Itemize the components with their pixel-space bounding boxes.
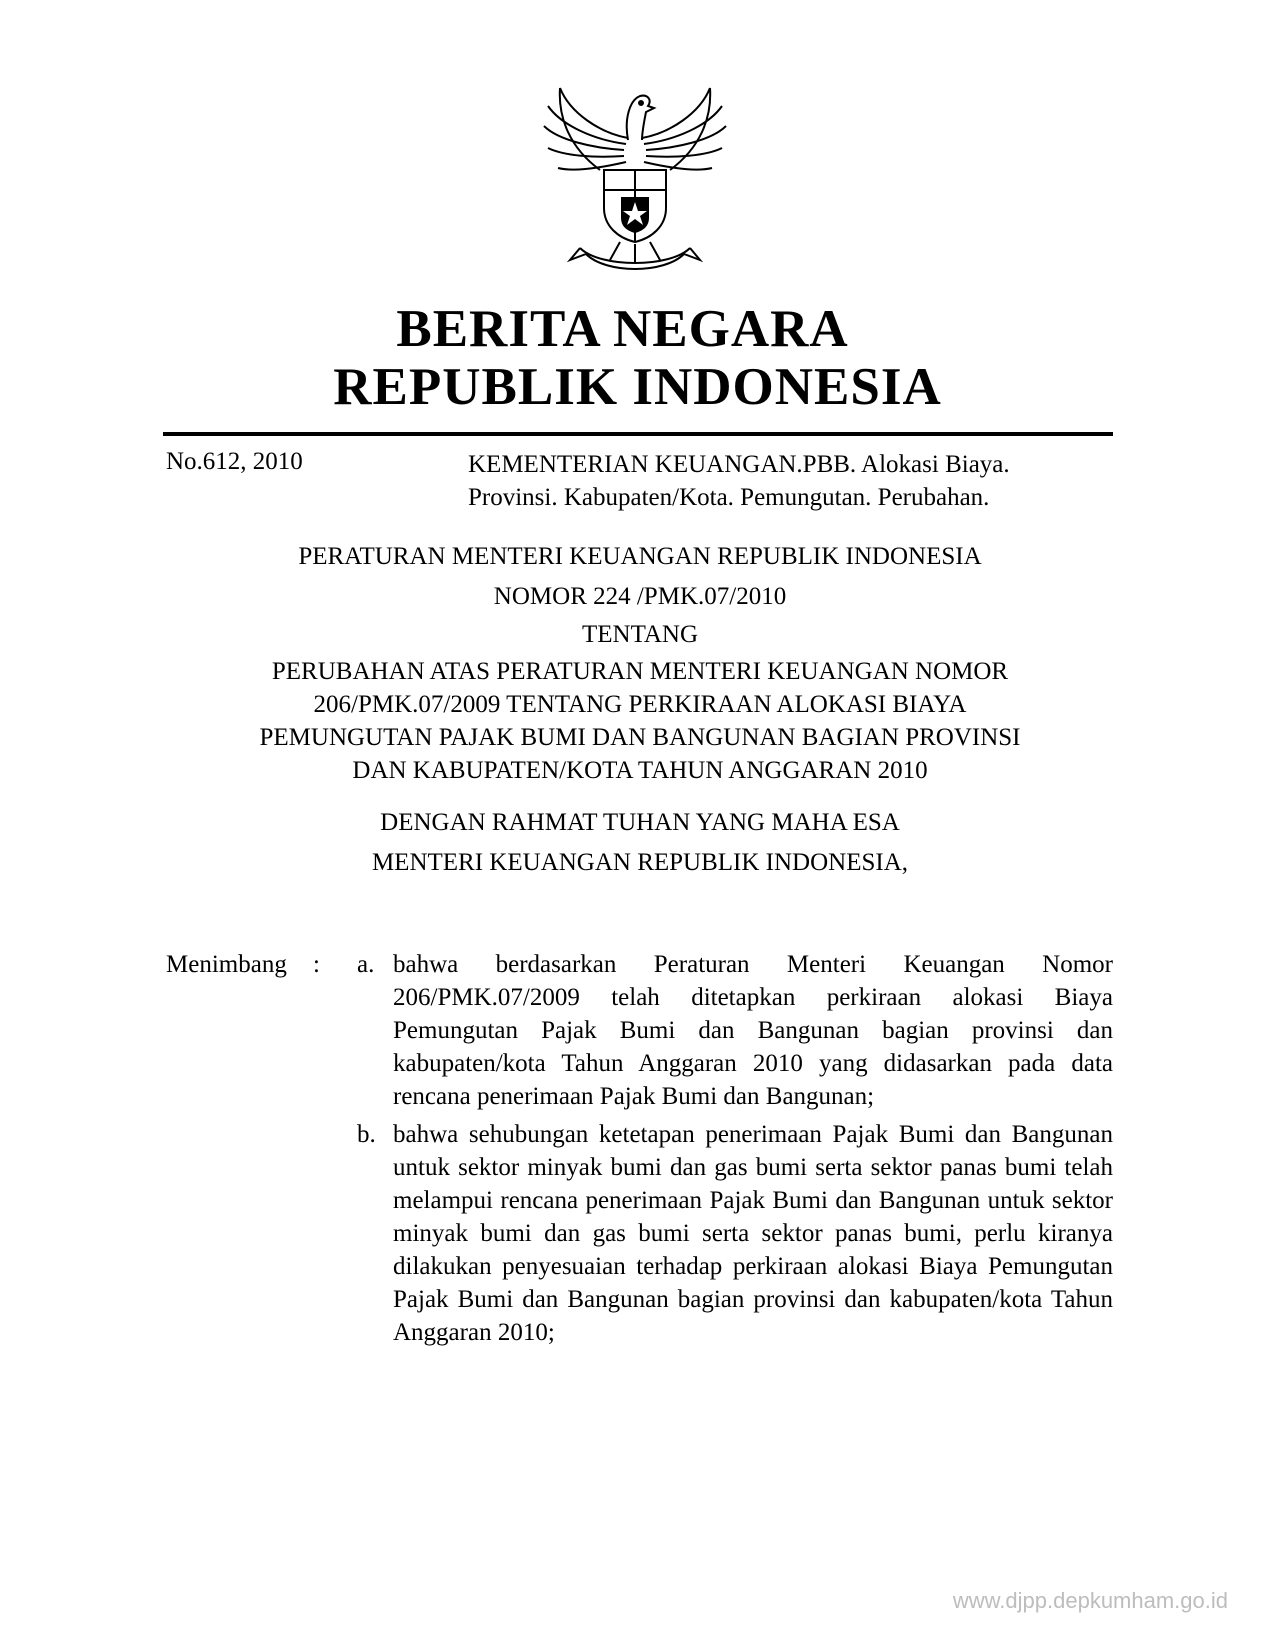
regulation-blessing: DENGAN RAHMAT TUHAN YANG MAHA ESA xyxy=(380,809,900,836)
garuda-emblem-icon xyxy=(540,78,730,278)
gazette-subject-line2: Provinsi. Kabupaten/Kota. Pemungutan. Perubahan. xyxy=(468,484,990,511)
gazette-subject-line1: KEMENTERIAN KEUANGAN.PBB. Alokasi Biaya. xyxy=(468,451,1010,478)
regulation-title: PERATURAN MENTERI KEUANGAN REPUBLIK INDONESIA xyxy=(298,543,982,570)
regulation-number: NOMOR 224 /PMK.07/2010 xyxy=(493,583,787,610)
regulation-about: TENTANG xyxy=(581,621,699,648)
regulation-subject xyxy=(170,655,1110,787)
regulation-subject-line: PERUBAHAN ATAS PERATURAN MENTERI KEUANGAN NOMOR xyxy=(271,658,1009,685)
considering-item-text: bahwa sehubungan ketetapan penerimaan Pajak Bumi dan Bangunan untuk sektor minyak bumi dan gas bumi serta sektor panas bumi telah melampui rencana penerimaan Pajak Bumi dan Bangunan untuk sektor minyak bumi dan gas bumi serta sektor panas bumi, perlu kiranya dilakukan penyesuaian terhadap perkiraan alokasi Biaya Pemungutan Pajak Bumi dan Bangunan bagian provinsi dan kabupaten/kota Tahun Anggaran 2010; xyxy=(393,1121,1113,1346)
gazette-number: No.612, 2010 xyxy=(166,448,303,475)
considering-item-text: bahwa berdasarkan Peraturan Menteri Keuangan Nomor 206/PMK.07/2009 telah ditetapkan perkiraan alokasi Biaya Pemungutan Pajak Bumi dan Bangunan bagian provinsi dan kabupaten/kota Tahun Anggaran 2010 yang didasarkan pada data rencana penerimaan Pajak Bumi dan Bangunan; xyxy=(393,951,1113,1110)
masthead-divider xyxy=(163,432,1113,436)
masthead xyxy=(0,300,1275,416)
considering-label: Menimbang xyxy=(166,951,287,978)
regulation-subject-line: 206/PMK.07/2009 TENTANG PERKIRAAN ALOKASI BIAYA xyxy=(313,691,967,718)
regulation-subject-line: DAN KABUPATEN/KOTA TAHUN ANGGARAN 2010 xyxy=(352,757,928,784)
masthead-title-line2: REPUBLIK INDONESIA xyxy=(333,358,942,416)
considering-item-marker: a. xyxy=(357,951,375,978)
considering-colon: : xyxy=(313,951,320,978)
considering-item-marker: b. xyxy=(357,1121,376,1148)
regulation-authority: MENTERI KEUANGAN REPUBLIK INDONESIA, xyxy=(371,849,909,876)
masthead-title-line1: BERITA NEGARA xyxy=(396,300,849,358)
regulation-subject-line: PEMUNGUTAN PAJAK BUMI DAN BANGUNAN BAGIAN PROVINSI xyxy=(259,724,1021,751)
footer-url: www.djpp.depkumham.go.id xyxy=(952,1588,1228,1613)
gazette-subject xyxy=(468,448,1128,514)
